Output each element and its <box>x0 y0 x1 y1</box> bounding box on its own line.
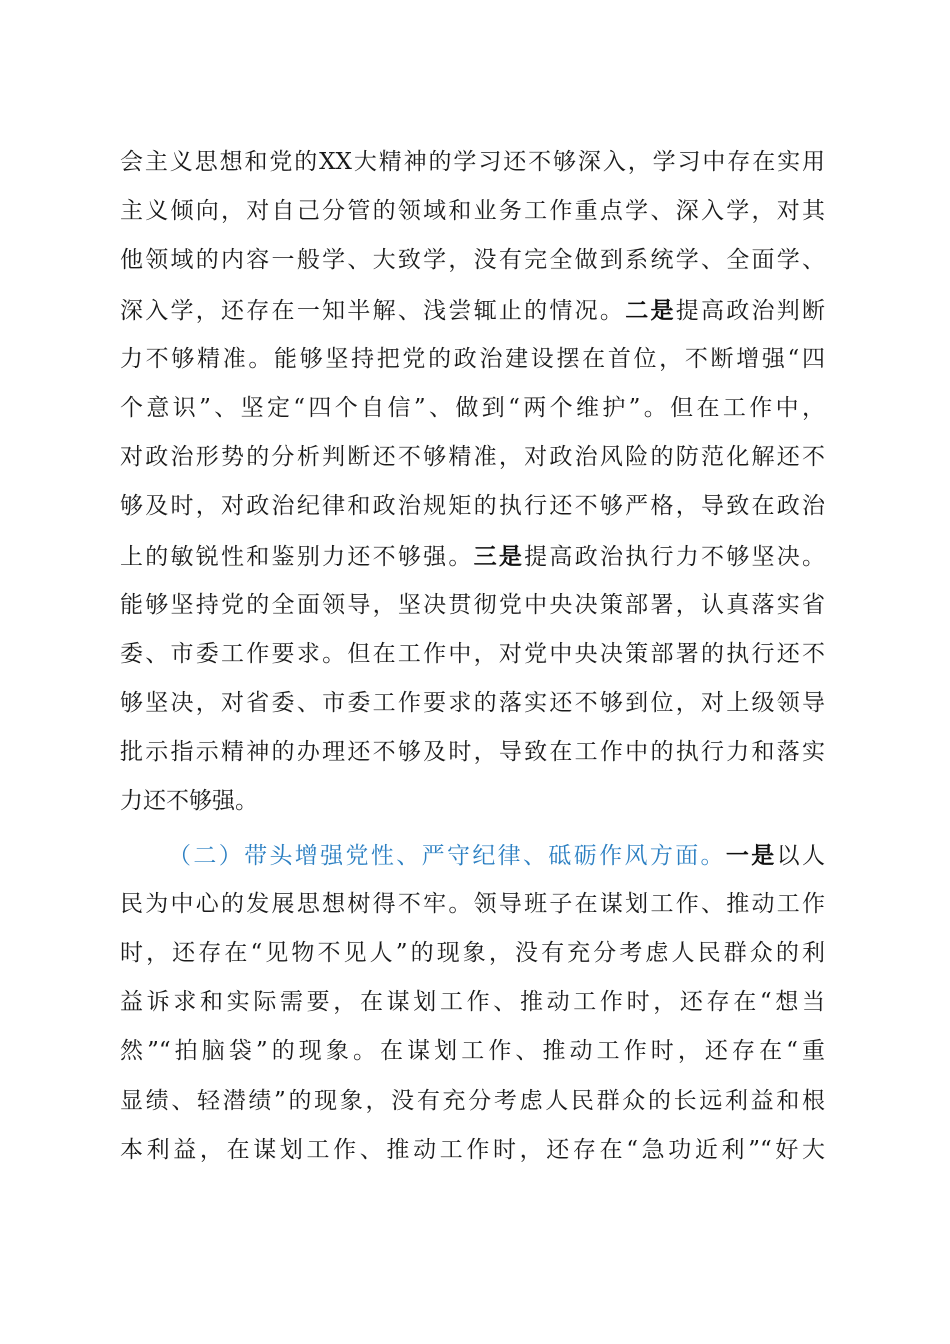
line-text: 提高政治判断 <box>675 297 826 324</box>
bold-marker: 三是 <box>473 542 525 570</box>
text-line <box>120 880 825 929</box>
line-text: 个意识”、坚定“四个自信”、做到“两个维护”。但在工作中， <box>120 394 825 421</box>
text-line <box>120 929 825 978</box>
bold-marker: 一是 <box>725 841 777 869</box>
line-text: 他领域的内容一般学、大致学，没有完全做到系统学、全面学、 <box>120 247 825 274</box>
text-line <box>120 286 825 335</box>
text-line <box>120 1077 825 1126</box>
text-line <box>120 978 825 1027</box>
line-text: 能够坚持党的全面领导，坚决贯彻党中央决策部署，认真落实省 <box>120 591 825 618</box>
line-text: 提高政治执行力不够坚决。 <box>524 543 826 570</box>
text-line <box>120 384 825 433</box>
line-text: 对政治形势的分析判断还不够精准，对政治风险的防范化解还不 <box>120 444 825 471</box>
line-text: 力不够精准。能够坚持把党的政治建设摆在首位，不断增强“四 <box>120 345 825 372</box>
text-line <box>120 728 825 777</box>
line-text: 够坚决，对省委、市委工作要求的落实还不够到位，对上级领导 <box>120 690 825 717</box>
line-text: 以人 <box>776 842 826 869</box>
text-line <box>120 679 825 728</box>
text-line <box>120 1126 825 1175</box>
text-line <box>120 777 825 826</box>
line-text: 够及时，对政治纪律和政治规矩的执行还不够严格，导致在政治 <box>120 493 825 520</box>
line-text: 力还不够强。 <box>120 788 258 815</box>
line-text: 显绩、轻潜绩”的现象，没有充分考虑人民群众的长远利益和根 <box>120 1087 825 1114</box>
text-line <box>120 236 825 285</box>
text-line <box>120 831 825 880</box>
line-text: 主义倾向，对自己分管的领域和业务工作重点学、深入学，对其 <box>120 198 825 225</box>
text-line <box>120 532 825 581</box>
line-text: 益诉求和实际需要，在谋划工作、推动工作时，还存在“想当 <box>120 989 825 1016</box>
text-line <box>120 1027 825 1076</box>
line-text: 时，还存在“见物不见人”的现象，没有充分考虑人民群众的利 <box>120 940 825 966</box>
text-line <box>120 630 825 679</box>
line-text: 批示指示精神的办理还不够及时，导致在工作中的执行力和落实 <box>120 739 825 766</box>
line-text: 会主义思想和党的XX大精神的学习还不够深入，学习中存在实用 <box>120 149 825 175</box>
text-line <box>120 581 825 630</box>
line-text: 民为中心的发展思想树得不牢。领导班子在谋划工作、推动工作 <box>120 890 825 917</box>
line-text: 上的敏锐性和鉴别力还不够强。 <box>120 543 474 570</box>
line-text: 本利益，在谋划工作、推动工作时，还存在“急功近利”“好大 <box>120 1136 825 1163</box>
document-body <box>120 138 825 1175</box>
bold-marker: 二是 <box>625 296 676 324</box>
line-text: 委、市委工作要求。但在工作中，对党中央决策部署的执行还不 <box>120 640 825 667</box>
text-line <box>120 433 825 482</box>
text-line <box>120 335 825 384</box>
line-text: 深入学，还存在一知半解、浅尝辄止的情况。 <box>120 297 626 324</box>
text-line <box>120 138 825 187</box>
text-line <box>120 482 825 531</box>
section-heading: （二）带头增强党性、严守纪律、砥砺作风方面。 <box>168 842 726 869</box>
line-text: 然”“拍脑袋”的现象。在谋划工作、推动工作时，还存在“重 <box>120 1038 825 1065</box>
text-line <box>120 187 825 236</box>
